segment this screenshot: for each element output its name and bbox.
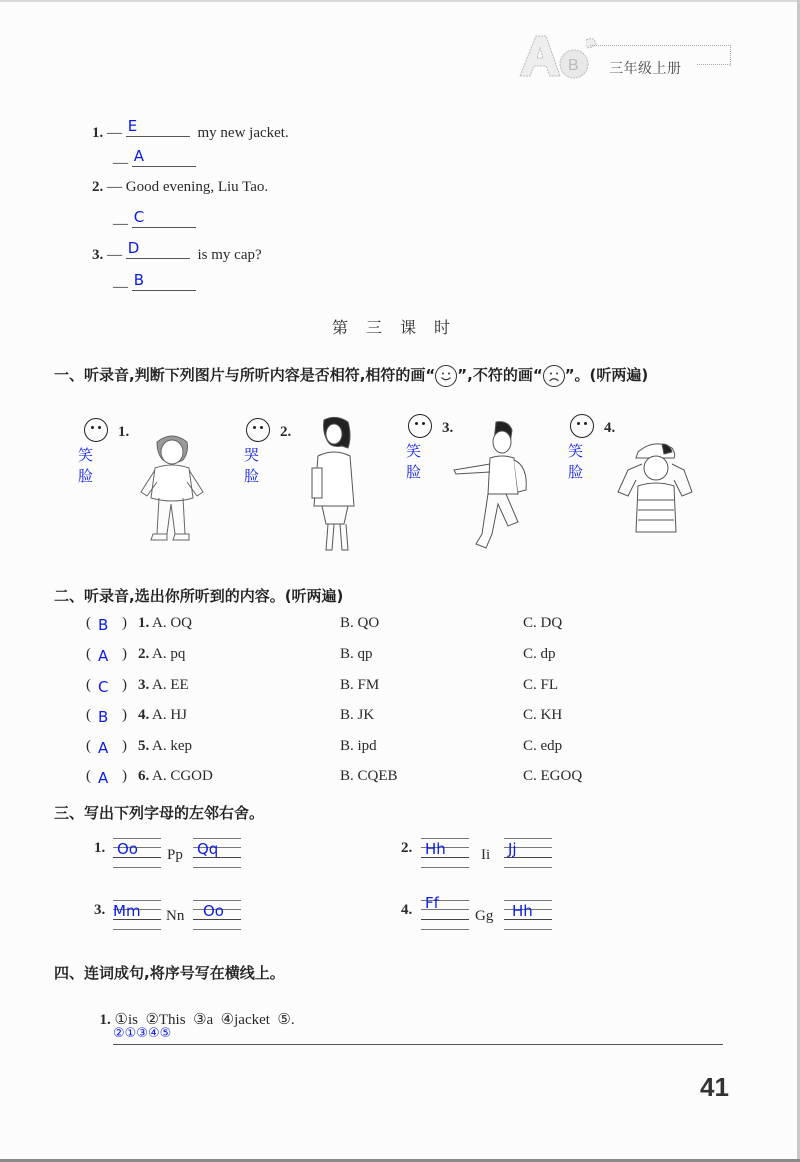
section2-heading: 二、听录音,选出你所听到的内容。(听两遍) — [54, 587, 344, 605]
boy-in-jacket-illustration — [135, 432, 210, 544]
option-a: A. EE — [152, 677, 189, 693]
option-b: B. CQEB — [340, 768, 398, 784]
option-c: C. dp — [523, 646, 556, 662]
word-order-answer-1[interactable]: ②①③④⑤ — [113, 1026, 172, 1041]
answer-blank[interactable]: A — [132, 148, 196, 167]
ab-logo-icon — [512, 28, 602, 80]
option-b: B. qp — [340, 646, 373, 662]
choice-question-4: ( B ) 4. A. HJ B. JK C. KH — [86, 707, 563, 726]
answer-blank[interactable]: B — [132, 272, 196, 291]
option-b: B. ipd — [340, 738, 377, 754]
answer-field[interactable]: A — [98, 739, 109, 757]
choice-question-2: ( A ) 2. A. pq B. qp C. dp — [86, 646, 556, 665]
word-order-question-1: 1. ①is ②This ③a ④jacket ⑤. — [99, 1012, 295, 1028]
four-line-blank-left[interactable]: Oo — [113, 838, 161, 868]
answer-blank[interactable]: E — [126, 118, 190, 137]
page-number: 41 — [700, 1072, 729, 1102]
option-c: C. DQ — [523, 615, 563, 631]
dialogue-item-3: 3. — D is my cap? — [92, 239, 262, 263]
answer-field[interactable]: B — [98, 616, 109, 634]
answer-field[interactable]: A — [98, 769, 109, 787]
option-c: C. edp — [523, 738, 563, 754]
choice-question-6: ( A ) 6. A. CGOD B. CQEB C. EGOQ — [86, 768, 583, 787]
option-a: A. OQ — [152, 615, 192, 631]
option-b: B. QO — [340, 615, 380, 631]
option-b: B. JK — [340, 707, 375, 723]
four-line-blank-right[interactable]: Hh — [504, 900, 552, 930]
answer-blank[interactable]: C — [132, 209, 196, 228]
boy-walking-illustration — [452, 420, 542, 555]
option-a: A. pq — [152, 646, 186, 662]
smile-face-icon — [435, 365, 457, 387]
sad-face-icon — [543, 365, 565, 387]
blank-face-icon[interactable] — [84, 418, 108, 442]
answer-blank[interactable]: D — [126, 240, 190, 259]
four-line-blank-left[interactable]: Mm — [113, 900, 161, 930]
four-line-blank-left[interactable]: Hh — [421, 838, 469, 868]
option-c: C. EGOQ — [523, 768, 583, 784]
blank-face-icon[interactable] — [408, 414, 432, 438]
four-line-blank-right[interactable]: Jj — [504, 838, 552, 868]
section4-heading: 四、连词成句,将序号写在横线上。 — [54, 964, 285, 982]
blank-face-icon[interactable] — [570, 414, 594, 438]
option-a: A. CGOD — [152, 768, 213, 784]
four-line-blank-right[interactable]: Oo — [193, 900, 241, 930]
section1-heading: 一、听录音,判断下列图片与所听内容是否相符,相符的画“ ”,不符的画“ ”。(听两遍) — [54, 364, 648, 387]
header-dotted-line — [697, 64, 730, 65]
choice-question-1: ( B ) 1. A. OQ B. QO C. DQ — [86, 615, 563, 634]
four-line-blank-right[interactable]: Qq — [193, 838, 241, 868]
dialogue-reply-3: — B — [113, 272, 196, 296]
boy-with-cap-illustration — [616, 440, 696, 536]
page-edge-top — [0, 0, 800, 2]
option-a: A. HJ — [152, 707, 188, 723]
woman-illustration — [310, 416, 360, 556]
option-b: B. FM — [340, 677, 380, 693]
option-c: C. KH — [523, 707, 563, 723]
grade-label: 三年级上册 — [609, 61, 682, 77]
answer-field[interactable]: C — [98, 678, 109, 696]
option-c: C. FL — [523, 677, 559, 693]
dialogue-item-1: 1. — E my new jacket. — [92, 117, 289, 141]
dialogue-item-2: 2. — Good evening, Liu Tao. — [92, 179, 269, 195]
four-line-blank-left[interactable]: Ff — [421, 900, 469, 930]
dialogue-reply-2: — C — [113, 209, 196, 233]
lesson-title: 第三课时 — [331, 318, 468, 337]
choice-question-5: ( A ) 5. A. kep B. ipd C. edp — [86, 738, 563, 757]
dialogue-reply-1: — A — [113, 148, 196, 172]
svg-text:B: B — [568, 57, 579, 74]
answer-field[interactable]: A — [98, 647, 109, 665]
option-a: A. kep — [152, 738, 192, 754]
choice-question-3: ( C ) 3. A. EE B. FM C. FL — [86, 677, 559, 696]
section3-heading: 三、写出下列字母的左邻右舍。 — [54, 804, 265, 822]
blank-face-icon[interactable] — [246, 418, 270, 442]
answer-underline — [113, 1044, 723, 1045]
answer-field[interactable]: B — [98, 708, 109, 726]
